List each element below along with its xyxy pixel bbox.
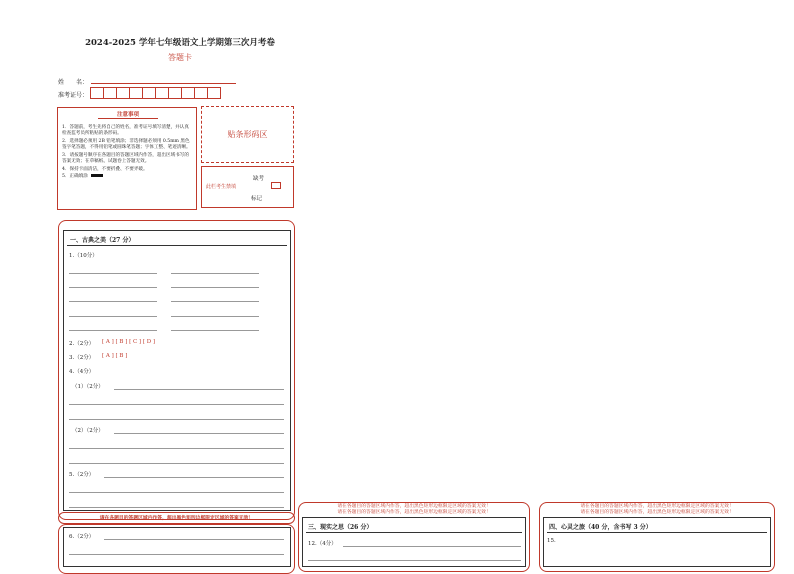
- q4-2-line[interactable]: [114, 433, 284, 434]
- q1-line[interactable]: [171, 273, 259, 274]
- q1-line[interactable]: [69, 287, 157, 288]
- id-digit-box[interactable]: [194, 87, 208, 99]
- q3-options[interactable]: [ A ] [ B ]: [102, 353, 128, 359]
- q12-line[interactable]: [308, 560, 521, 561]
- notice-item-2: 2．选择题必须用 2B 铅笔填涂；非选择题必须用 0.5mm 黑色签字笔答题，不得用铅笔或圆珠笔答题；字体工整、笔迹清晰。: [62, 138, 191, 151]
- q4-label: 4.（4分）: [69, 369, 95, 375]
- q15-label: 15.: [547, 538, 556, 544]
- notice-box: [57, 107, 197, 210]
- q6-label: 6.（2分）: [69, 534, 95, 540]
- name-label: 姓 名：: [58, 79, 89, 86]
- q5-line[interactable]: [104, 477, 284, 478]
- q4-2-line[interactable]: [69, 448, 284, 449]
- q4-1-line[interactable]: [69, 419, 284, 420]
- q6-answer-area[interactable]: [63, 527, 291, 567]
- answer-sheet-subtitle: 答题卡: [168, 53, 192, 62]
- section3-heading: 三、现实之思（26 分）: [308, 524, 373, 531]
- section3-top-warning-2: 请在各题目的答题区域内作答，超出黑色矩形边框限定区域的答案无效！: [337, 510, 491, 515]
- id-digit-box[interactable]: [90, 87, 104, 99]
- q1-line[interactable]: [69, 301, 157, 302]
- section3-answer-area[interactable]: [302, 517, 526, 567]
- q4-1-line[interactable]: [69, 404, 284, 405]
- q6-line[interactable]: [69, 554, 284, 555]
- barcode-label: 贴条形码区: [227, 130, 268, 139]
- q12-label: 12.（4分）: [308, 541, 337, 547]
- notice-item-1: 1．答题前，考生先将自己的姓名，准考证号填写清楚，并认真检查监考员所粘贴的条形码。: [62, 125, 189, 137]
- id-digit-box[interactable]: [168, 87, 182, 99]
- section4-heading-rule: [547, 532, 767, 533]
- q1-label: 1.（10分）: [69, 253, 98, 259]
- section1-warning-text: 请在各题目的答题区域内作答，超出黑色矩形边框限定区域的答案无效！: [99, 515, 254, 521]
- q1-line[interactable]: [171, 316, 259, 317]
- id-digit-boxes[interactable]: [91, 87, 221, 99]
- q4-2-line[interactable]: [69, 463, 284, 464]
- section4-answer-area[interactable]: [543, 517, 771, 567]
- id-digit-box[interactable]: [129, 87, 143, 99]
- q3-label: 3.（2分）: [69, 355, 95, 361]
- q2-label: 2.（2分）: [69, 341, 95, 347]
- section4-top-warning: 请在各题目的答题区域内作答，超出黑色矩形边框限定区域的答案无效！: [580, 504, 734, 509]
- id-digit-box[interactable]: [181, 87, 195, 99]
- filled-block-icon: [91, 174, 103, 177]
- notice-item-3: 3．请按题号顺序在各题目的答题区域内作答，超出区域书写的答案无效；在草稿纸、试题卷上答题无效。: [62, 152, 189, 165]
- absent-label-top: 缺考: [253, 176, 265, 182]
- absent-checkbox[interactable]: [271, 182, 281, 189]
- q6-line[interactable]: [104, 539, 284, 540]
- notice-heading: 注意事项: [98, 110, 158, 119]
- q1-line[interactable]: [171, 330, 259, 331]
- section1-heading-rule: [67, 245, 287, 246]
- q5-line[interactable]: [69, 507, 284, 508]
- id-label: 准考证号：: [58, 92, 89, 99]
- section4-top-warning-2: 请在各题目的答题区域内作答，超出黑色矩形边框限定区域的答案无效！: [580, 510, 734, 515]
- q1-line[interactable]: [171, 287, 259, 288]
- id-digit-box[interactable]: [116, 87, 130, 99]
- q4-2-label: （2）（2分）: [72, 428, 104, 434]
- section3-top-warning: 请在各题目的答题区域内作答，超出黑色矩形边框限定区域的答案无效！: [337, 504, 491, 509]
- q5-label: 5.（2分）: [69, 472, 95, 478]
- notice-item-5: [62, 174, 192, 180]
- q5-line[interactable]: [69, 492, 284, 493]
- exam-title: 2024-2025 学年七年级语文上学期第三次月考卷: [85, 38, 275, 48]
- q4-1-label: （1）（2分）: [72, 384, 104, 390]
- notice-item-5-text: 5．正确填涂: [62, 174, 88, 180]
- q1-line[interactable]: [69, 316, 157, 317]
- barcode-area: [201, 106, 294, 163]
- id-digit-box[interactable]: [103, 87, 117, 99]
- q1-line[interactable]: [69, 330, 157, 331]
- q2-options[interactable]: [ A ] [ B ] [ C ] [ D ]: [102, 339, 156, 345]
- section1-heading: 一、古典之美（27 分）: [70, 237, 135, 244]
- section1-answer-area[interactable]: [63, 230, 291, 511]
- q12-line[interactable]: [343, 546, 521, 547]
- name-field[interactable]: [91, 83, 236, 84]
- absent-instruction: 此栏考生禁填: [206, 184, 237, 190]
- section4-heading: 四、心灵之旅（40 分，含书写 3 分）: [549, 524, 652, 531]
- id-digit-box[interactable]: [155, 87, 169, 99]
- id-digit-box[interactable]: [142, 87, 156, 99]
- absent-label-bottom: 标记: [251, 196, 263, 202]
- q1-line[interactable]: [171, 301, 259, 302]
- section3-heading-rule: [306, 532, 522, 533]
- notice-item-4: 4．保持卡面清洁，不要折叠、不要弄破。: [62, 166, 148, 172]
- id-digit-box[interactable]: [207, 87, 221, 99]
- q1-line[interactable]: [69, 273, 157, 274]
- absent-mark-box: [201, 166, 294, 208]
- q4-1-line[interactable]: [114, 389, 284, 390]
